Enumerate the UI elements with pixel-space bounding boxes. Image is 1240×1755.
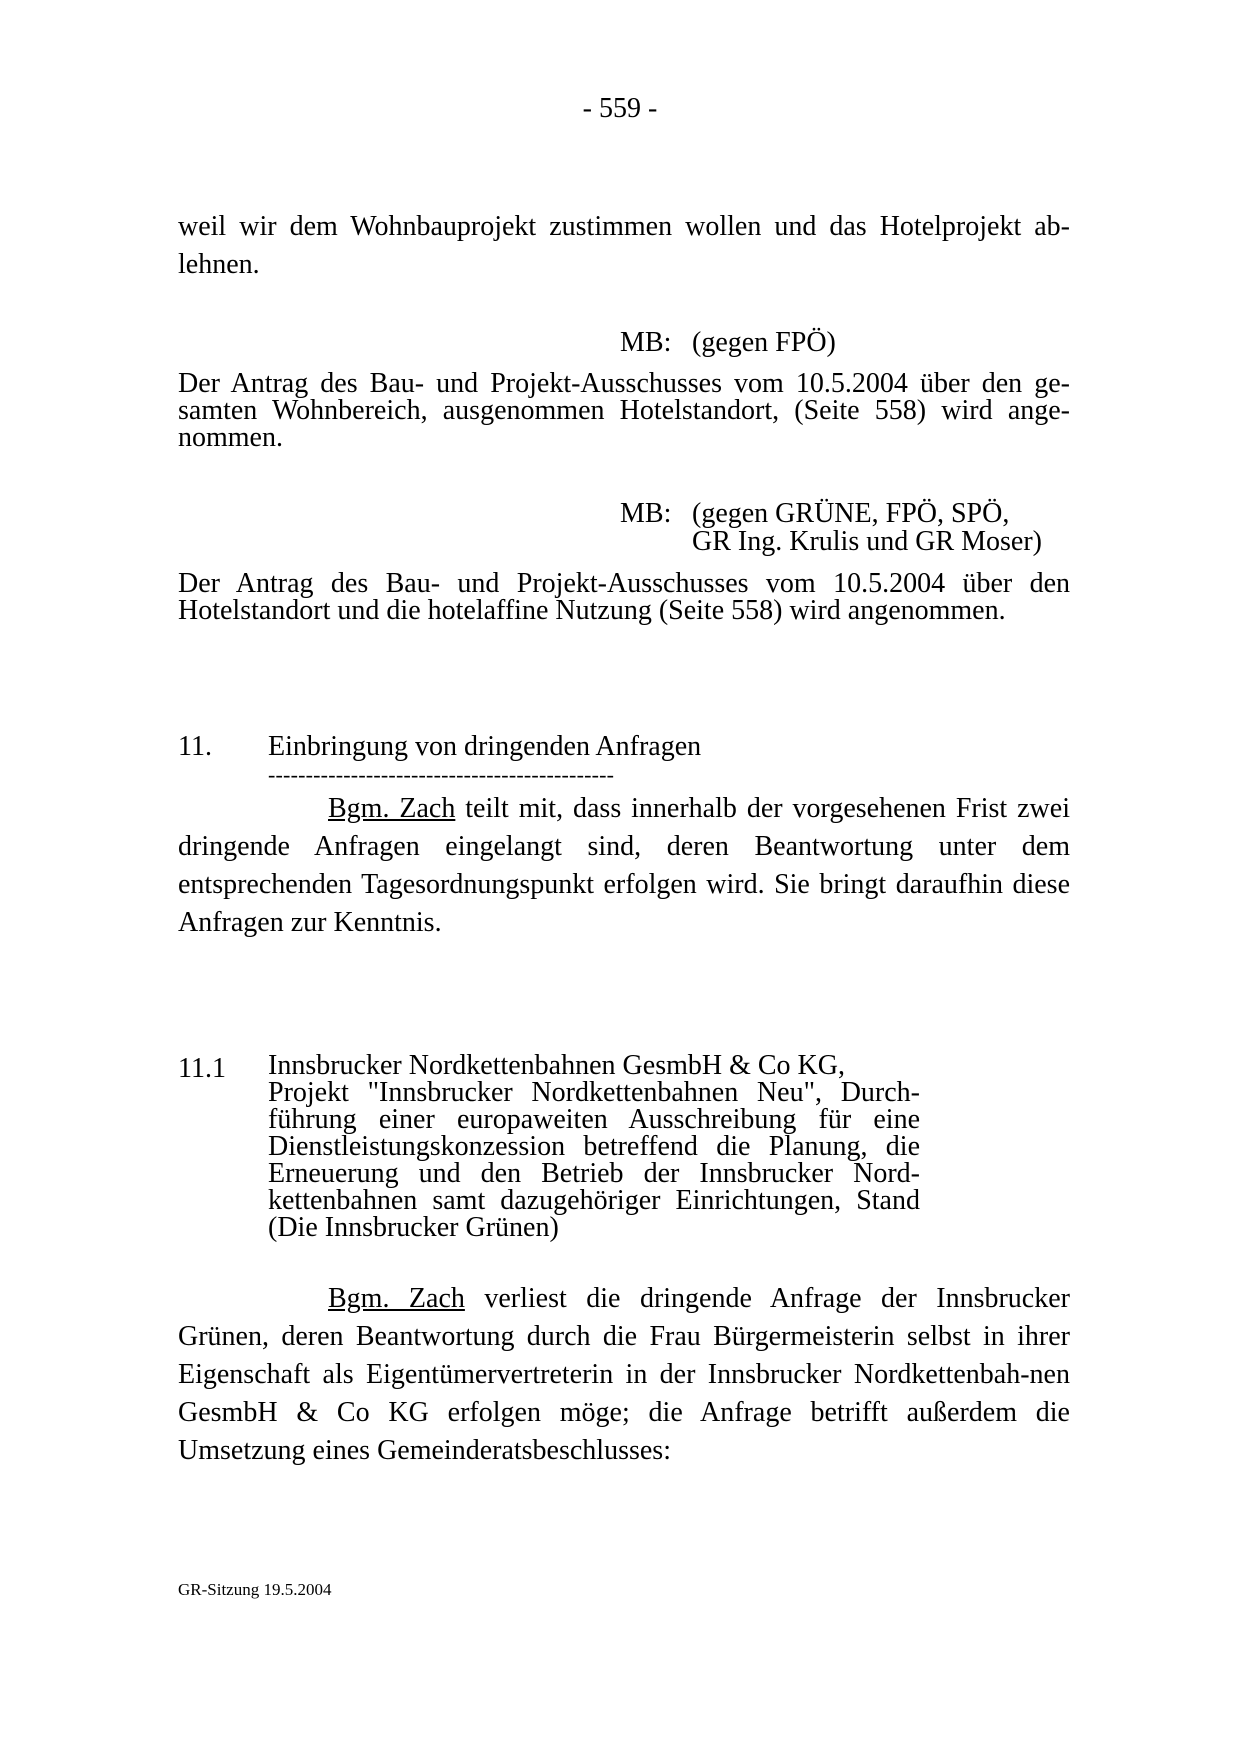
resolution-2-line-1: Der Antrag des Bau- und Projekt-Ausschusses vom 10.5.2004 über den xyxy=(178,568,1070,599)
speaker-name: Bgm. Zach xyxy=(328,1283,465,1314)
resolution-2 xyxy=(178,570,1070,624)
section-11-1-line: Innsbrucker Nordkettenbahnen GesmbH & Co KG, xyxy=(268,1050,845,1081)
vote-text-line-2: GR Ing. Krulis und GR Moser) xyxy=(692,526,1042,557)
speaker-name: Bgm. Zach xyxy=(328,793,456,824)
section-11-1-number: 11.1 xyxy=(178,1053,226,1084)
section-11-1-line: (Die Innsbrucker Grünen) xyxy=(268,1212,559,1243)
section-11-1-line: Projekt "Innsbrucker Nordkettenbahnen Neu", Durch- xyxy=(268,1077,920,1108)
vote-result-2 xyxy=(620,500,1042,556)
section-11-1-line: kettenbahnen samt dazugehöriger Einrichtungen, Stand xyxy=(268,1185,920,1216)
section-11-1-line: Erneuerung und den Betrieb der Innsbrucker Nord- xyxy=(268,1158,920,1189)
resolution-1 xyxy=(178,370,1070,451)
section-11-paragraph xyxy=(178,790,1070,942)
paragraph-text: verliest die dringende Anfrage der Innsbrucker Grünen, deren Beantwortung durch die Frau Bürgermeisterin selbst in ihrer Eigenschaft als Eigentümervertreterin in der Innsbrucker Nordkettenbah-nen GesmbH & Co KG erfolgen möge; die Anfrage betrifft außerdem die Umsetzung eines Gemeinderatsbeschlusses: xyxy=(178,1283,1070,1466)
section-11-1-paragraph xyxy=(178,1280,1070,1470)
vote-label: MB: xyxy=(620,327,672,358)
resolution-1-line-3: nommen. xyxy=(178,422,283,453)
intro-line-2: lehnen. xyxy=(178,249,260,280)
vote-text: (gegen FPÖ) xyxy=(692,327,836,358)
section-11-title: Einbringung von dringenden Anfragen xyxy=(268,731,702,762)
section-11-1-line: Dienstleistungskonzession betreffend die Planung, die xyxy=(268,1131,920,1162)
vote-result-1 xyxy=(620,328,836,358)
section-11-1-line: führung einer europaweiten Ausschreibung für eine xyxy=(268,1104,920,1135)
page-number: - 559 - xyxy=(582,93,658,124)
intro-paragraph xyxy=(178,208,1070,284)
resolution-2-line-2: Hotelstandort und die hotelaffine Nutzung (Seite 558) wird angenommen. xyxy=(178,595,1006,626)
resolution-1-line-2: samten Wohnbereich, ausgenommen Hotelstandort, (Seite 558) wird ange- xyxy=(178,395,1070,426)
section-11-number: 11. xyxy=(178,731,212,762)
paragraph-text: teilt mit, dass innerhalb der vorgesehenen Frist zwei dringende Anfragen eingelangt sind, deren Beantwortung unter dem entsprechenden Tagesordnungspunkt erfolgen wird. Sie bringt daraufhin diese Anfragen zur Kenntnis. xyxy=(178,793,1070,938)
resolution-1-line-1: Der Antrag des Bau- und Projekt-Ausschusses vom 10.5.2004 über den ge- xyxy=(178,368,1070,399)
intro-line-1: weil wir dem Wohnbauprojekt zustimmen wollen und das Hotelprojekt ab- xyxy=(178,211,1070,242)
vote-text-line-1: (gegen GRÜNE, FPÖ, SPÖ, xyxy=(692,498,1010,529)
section-11-underline: ---------------------------------------------- xyxy=(268,762,615,787)
vote-label: MB: xyxy=(620,498,672,529)
footer-session-date: GR-Sitzung 19.5.2004 xyxy=(178,1580,332,1599)
section-11-1-title xyxy=(268,1052,920,1241)
